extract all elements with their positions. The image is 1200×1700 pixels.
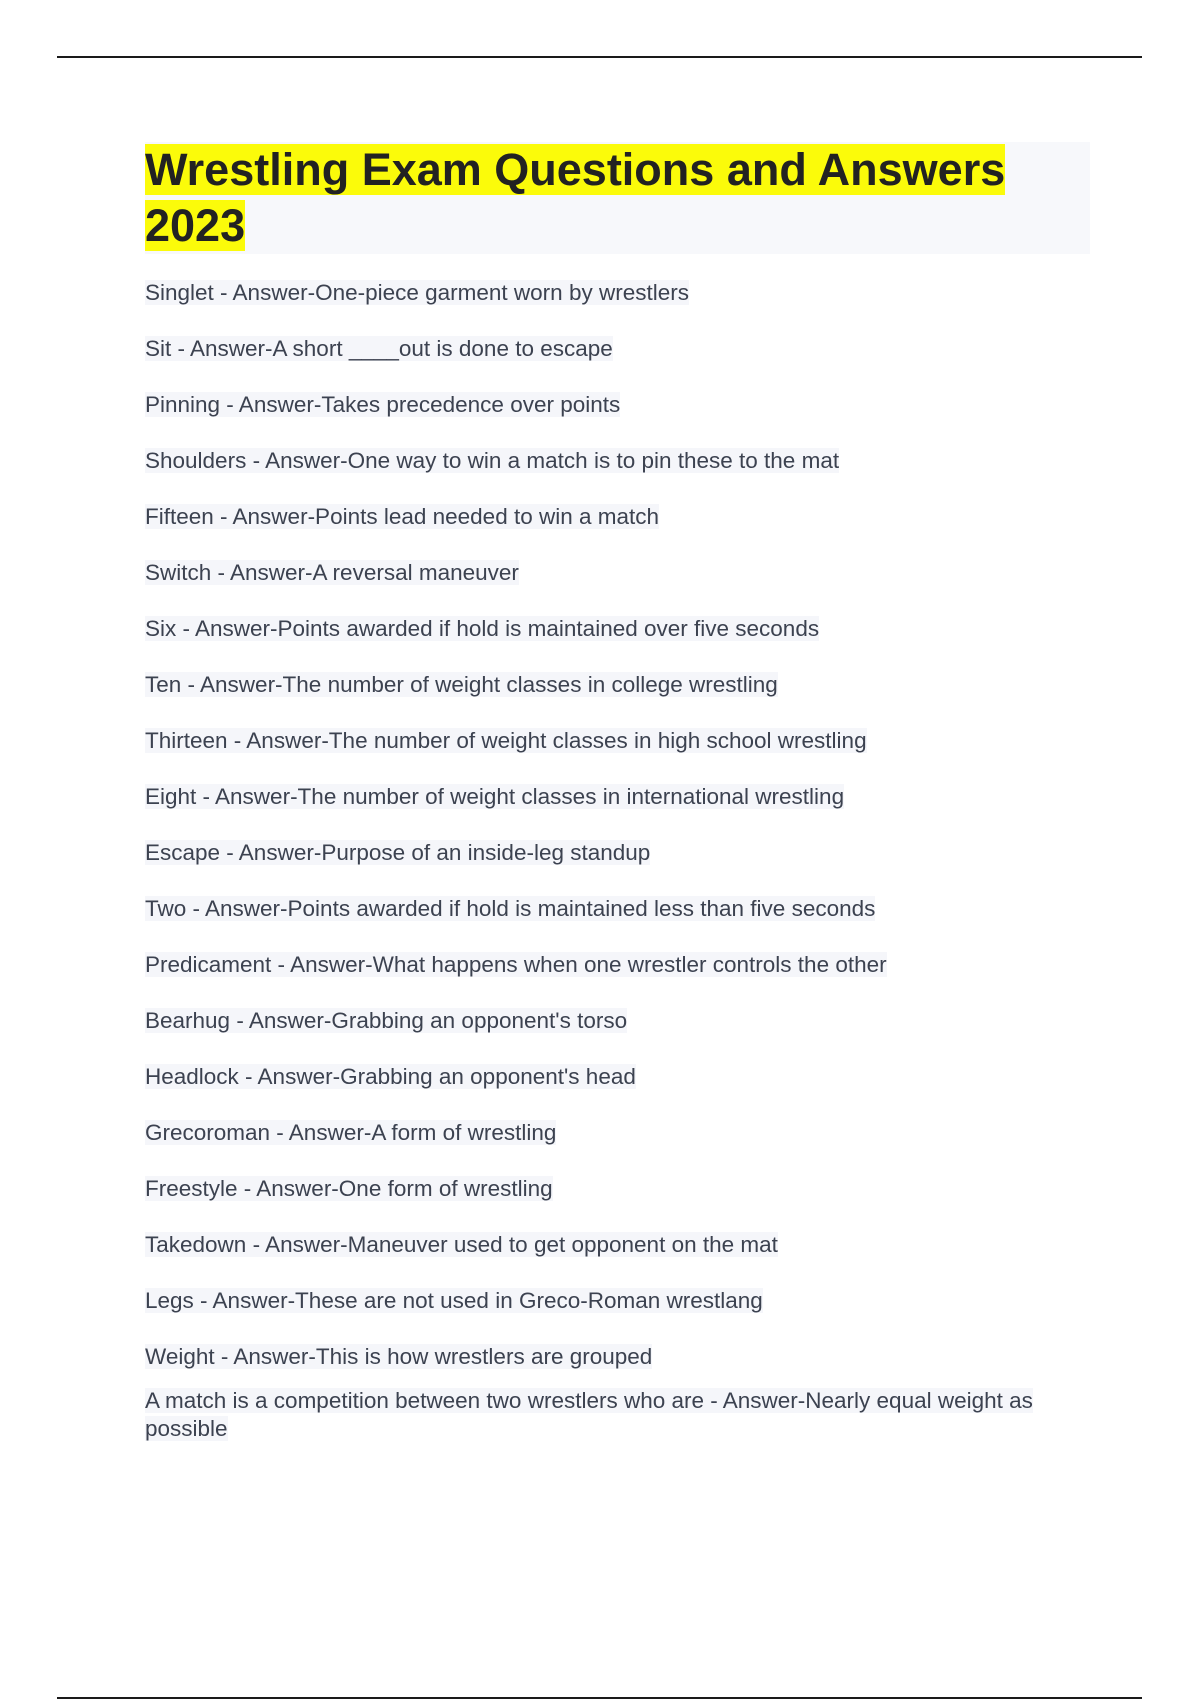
qa-text: Weight - Answer-This is how wrestlers are grouped [145, 1344, 653, 1369]
qa-text: Sit - Answer-A short ____out is done to escape [145, 336, 613, 361]
qa-text: Two - Answer-Points awarded if hold is maintained less than five seconds [145, 896, 876, 921]
qa-text: Shoulders - Answer-One way to win a match is to pin these to the mat [145, 448, 840, 473]
qa-item [145, 1387, 1090, 1443]
qa-text: Freestyle - Answer-One form of wrestling [145, 1176, 553, 1201]
qa-text: Six - Answer-Points awarded if hold is maintained over five seconds [145, 616, 820, 641]
qa-item [145, 670, 1090, 699]
qa-text: Headlock - Answer-Grabbing an opponent's head [145, 1064, 636, 1089]
qa-text: Legs - Answer-These are not used in Greco-Roman wrestlang [145, 1288, 763, 1313]
document-title [145, 142, 1090, 254]
qa-text: Bearhug - Answer-Grabbing an opponent's torso [145, 1008, 628, 1033]
qa-text: Predicament - Answer-What happens when one wrestler controls the other [145, 952, 887, 977]
qa-text: Ten - Answer-The number of weight classes in college wrestling [145, 672, 778, 697]
qa-item [145, 894, 1090, 923]
top-divider [57, 56, 1142, 58]
qa-item [145, 446, 1090, 475]
qa-text: Thirteen - Answer-The number of weight classes in high school wrestling [145, 728, 867, 753]
qa-item [145, 502, 1090, 531]
qa-text: Pinning - Answer-Takes precedence over points [145, 392, 621, 417]
qa-text: Escape - Answer-Purpose of an inside-leg standup [145, 840, 651, 865]
qa-text: Singlet - Answer-One-piece garment worn by wrestlers [145, 280, 689, 305]
qa-item [145, 558, 1090, 587]
bottom-divider [57, 1697, 1142, 1699]
document-content [145, 142, 1090, 1470]
qa-item [145, 950, 1090, 979]
qa-item [145, 726, 1090, 755]
qa-item [145, 278, 1090, 307]
document-title-text: Wrestling Exam Questions and Answers 2023 [145, 144, 1006, 251]
qa-text: A match is a competition between two wrestlers who are - Answer-Nearly equal weight as possible [145, 1388, 1033, 1441]
qa-item [145, 838, 1090, 867]
qa-text: Switch - Answer-A reversal maneuver [145, 560, 519, 585]
qa-text: Eight - Answer-The number of weight classes in international wrestling [145, 784, 845, 809]
qa-item [145, 1230, 1090, 1259]
qa-item [145, 1342, 1090, 1371]
qa-text: Fifteen - Answer-Points lead needed to win a match [145, 504, 660, 529]
qa-text: Takedown - Answer-Maneuver used to get opponent on the mat [145, 1232, 778, 1257]
qa-text: Grecoroman - Answer-A form of wrestling [145, 1120, 557, 1145]
qa-item [145, 782, 1090, 811]
qa-item [145, 1062, 1090, 1091]
title-block [145, 142, 1090, 254]
qa-item [145, 1174, 1090, 1203]
qa-item [145, 1118, 1090, 1147]
qa-list [145, 278, 1090, 1443]
qa-item [145, 1006, 1090, 1035]
qa-item [145, 334, 1090, 363]
qa-item [145, 1286, 1090, 1315]
qa-item [145, 614, 1090, 643]
qa-item [145, 390, 1090, 419]
